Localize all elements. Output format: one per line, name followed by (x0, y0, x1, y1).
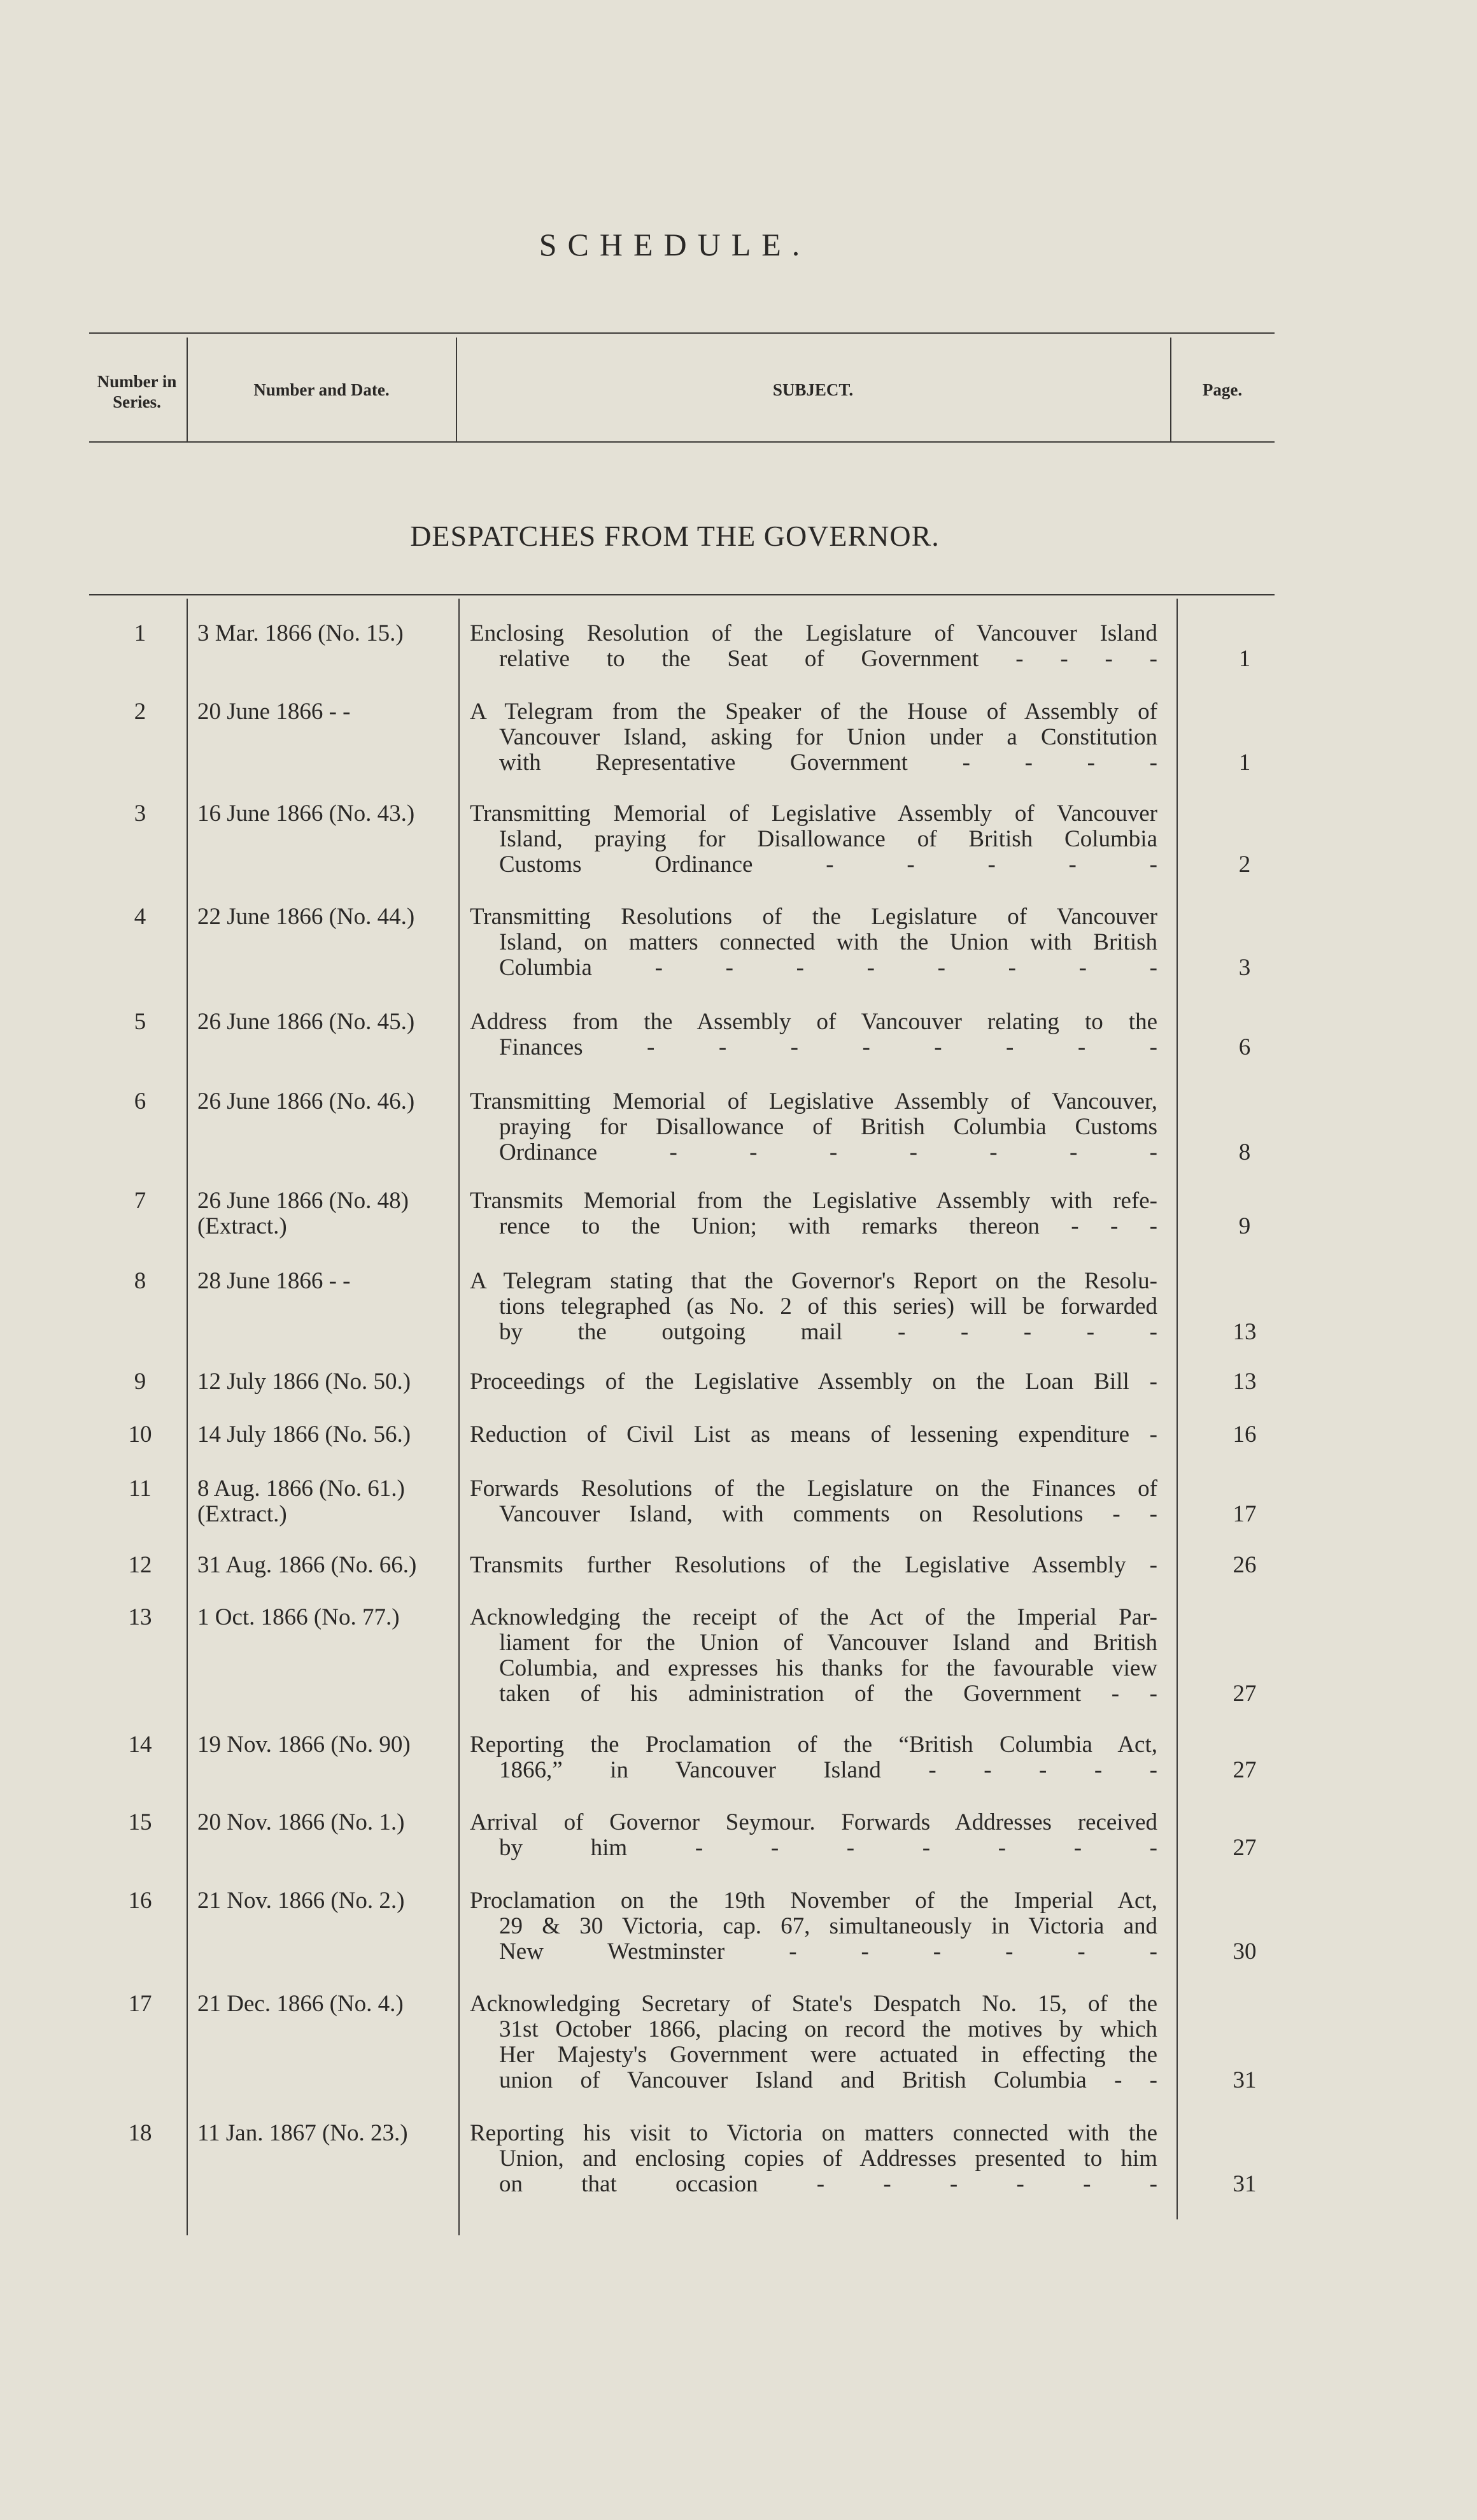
page-number: 27 (1233, 1835, 1257, 1861)
subject-line: Customs Ordinance - - - - - (499, 851, 1157, 878)
subject-line: Island, praying for Disallowance of British Columbia (499, 826, 1157, 852)
subject (470, 1553, 1157, 1578)
subject (470, 1269, 1157, 1345)
number-and-date: 22 June 1866 (No. 44.) (197, 904, 415, 930)
subject-line: Ordinance - - - - - - - (499, 1139, 1157, 1165)
number-and-date: 26 June 1866 (No. 46.) (197, 1088, 415, 1114)
subject (470, 1888, 1157, 1965)
number-and-date: 21 Nov. 1866 (No. 2.) (197, 1888, 405, 1914)
number-and-date: 20 Nov. 1866 (No. 1.) (197, 1809, 405, 1835)
subject (470, 1810, 1157, 1861)
number-and-date: 14 July 1866 (No. 56.) (197, 1421, 411, 1448)
number-and-date: 11 Jan. 1867 (No. 23.) (197, 2120, 408, 2146)
number-and-date: 8 Aug. 1866 (No. 61.) (Extract.) (197, 1476, 405, 1527)
subject-line: Transmitting Memorial of Legislative Assembly of Vancouver (470, 801, 1157, 827)
subject-line: praying for Disallowance of British Columbia Customs (499, 1114, 1157, 1140)
subject-line: taken of his administration of the Government - - (499, 1681, 1157, 1707)
series-number: 17 (128, 1991, 152, 2017)
page-number: 27 (1233, 1757, 1257, 1783)
page-number: 2 (1238, 851, 1251, 878)
page-number: 6 (1238, 1034, 1251, 1060)
subject (470, 699, 1157, 776)
subject-line: Vancouver Island, asking for Union under a Constitution (499, 724, 1157, 750)
subject-line: Columbia - - - - - - - - (499, 955, 1157, 981)
subject-line: Reporting the Proclamation of the “British Columbia Act, (470, 1732, 1157, 1758)
subject (470, 1188, 1157, 1239)
series-number: 15 (128, 1809, 152, 1835)
number-and-date: 31 Aug. 1866 (No. 66.) (197, 1552, 417, 1578)
subject (470, 1732, 1157, 1783)
subject-line: Address from the Assembly of Vancouver relating to the (470, 1009, 1157, 1035)
subject-line: Transmitting Resolutions of the Legislature of Vancouver (470, 904, 1157, 930)
number-and-date: 1 Oct. 1866 (No. 77.) (197, 1604, 400, 1630)
number-and-date: 20 June 1866 - - (197, 699, 351, 725)
number-and-date: 16 June 1866 (No. 43.) (197, 801, 415, 827)
subject-line: Reporting his visit to Victoria on matters connected with the (470, 2120, 1157, 2146)
subject-line: on that occasion - - - - - - (499, 2171, 1157, 2197)
header-bottom-rule (89, 441, 1275, 443)
subject-line: Island, on matters connected with the Union with British (499, 929, 1157, 955)
subject-line: liament for the Union of Vancouver Island and British (499, 1630, 1157, 1656)
page-number: 3 (1238, 955, 1251, 981)
subject (470, 1009, 1157, 1060)
series-number: 8 (134, 1268, 146, 1294)
subject-line: 29 & 30 Victoria, cap. 67, simultaneously in Victoria and (499, 1913, 1157, 1939)
body-top-rule (89, 594, 1275, 595)
subject-line: tions telegraphed (as No. 2 of this series) will be forwarded (499, 1293, 1157, 1320)
page-number: 31 (1233, 2171, 1257, 2197)
subject-line: 31st October 1866, placing on record the motives by which (499, 2016, 1157, 2042)
subject (470, 1422, 1157, 1448)
subject-line: Union, and enclosing copies of Addresses presented to him (499, 2146, 1157, 2172)
subject (470, 801, 1157, 878)
series-number: 4 (134, 904, 146, 930)
subject (470, 1991, 1157, 2093)
page-number: 27 (1233, 1681, 1257, 1707)
subject-line: relative to the Seat of Government - - - - (499, 646, 1157, 672)
page-number: 31 (1233, 2067, 1257, 2093)
page-number: 13 (1233, 1319, 1257, 1345)
number-and-date: 26 June 1866 (No. 45.) (197, 1009, 415, 1035)
subject-line: Acknowledging the receipt of the Act of the Imperial Par- (470, 1604, 1157, 1630)
subject-line: Transmits Memorial from the Legislative Assembly with refe- (470, 1188, 1157, 1214)
subject-line: 1866,” in Vancouver Island - - - - - (499, 1757, 1157, 1783)
series-number: 12 (128, 1552, 152, 1578)
page-number: 1 (1238, 750, 1251, 776)
section-title: DESPATCHES FROM THE GOVERNOR. (410, 520, 940, 552)
subject-line: Finances - - - - - - - - (499, 1034, 1157, 1060)
header-number-in-series: Number in Series. (97, 372, 177, 411)
body-divider-subject (458, 599, 460, 2235)
header-divider-1 (187, 338, 188, 441)
subject-line: Vancouver Island, with comments on Resolutions - - (499, 1501, 1157, 1527)
subject-line: Arrival of Governor Seymour. Forwards Addresses received (470, 1809, 1157, 1835)
subject (470, 1369, 1157, 1395)
series-number: 5 (134, 1009, 146, 1035)
subject-line: Transmitting Memorial of Legislative Assembly of Vancouver, (470, 1088, 1157, 1114)
series-number: 1 (134, 620, 146, 646)
page-number: 17 (1233, 1501, 1257, 1527)
subject-line: union of Vancouver Island and British Columbia - - (499, 2067, 1157, 2093)
subject-line: rence to the Union; with remarks thereon - - - (499, 1213, 1157, 1239)
subject (470, 1476, 1157, 1527)
subject-line: Proclamation on the 19th November of the Imperial Act, (470, 1888, 1157, 1914)
subject (470, 904, 1157, 981)
series-number: 13 (128, 1604, 152, 1630)
subject (470, 621, 1157, 672)
number-and-date: 26 June 1866 (No. 48) (Extract.) (197, 1188, 409, 1239)
header-page: Page. (1202, 380, 1243, 399)
subject-line: by him - - - - - - - (499, 1835, 1157, 1861)
subject-line: New Westminster - - - - - - (499, 1939, 1157, 1965)
number-and-date: 3 Mar. 1866 (No. 15.) (197, 620, 404, 646)
page-number: 16 (1233, 1421, 1257, 1448)
page-number: 30 (1233, 1939, 1257, 1965)
body-divider-date (187, 599, 188, 2235)
page-number: 26 (1233, 1552, 1257, 1578)
subject (470, 2121, 1157, 2197)
subject-line: by the outgoing mail - - - - - (499, 1319, 1157, 1345)
number-and-date: 12 July 1866 (No. 50.) (197, 1369, 411, 1395)
series-number: 9 (134, 1369, 146, 1395)
series-number: 6 (134, 1088, 146, 1114)
number-and-date: 19 Nov. 1866 (No. 90) (197, 1732, 411, 1758)
subject-line: Proceedings of the Legislative Assembly on the Loan Bill - (470, 1369, 1157, 1395)
subject-line: with Representative Government - - - - (499, 750, 1157, 776)
series-number: 2 (134, 699, 146, 725)
series-number: 16 (128, 1888, 152, 1914)
header-top-rule (89, 332, 1275, 334)
subject-line: Acknowledging Secretary of State's Despatch No. 15, of the (470, 1991, 1157, 2017)
series-number: 10 (128, 1421, 152, 1448)
page-number: 13 (1233, 1369, 1257, 1395)
page-number: 1 (1238, 646, 1251, 672)
series-number: 11 (129, 1476, 152, 1502)
subject (470, 1089, 1157, 1165)
subject (470, 1605, 1157, 1707)
subject-line: Forwards Resolutions of the Legislature on the Finances of (470, 1476, 1157, 1502)
number-and-date: 21 Dec. 1866 (No. 4.) (197, 1991, 404, 2017)
series-number: 7 (134, 1188, 146, 1214)
series-number: 14 (128, 1732, 152, 1758)
body-divider-page (1177, 599, 1178, 2219)
subject-line: Enclosing Resolution of the Legislature of Vancouver Island (470, 620, 1157, 646)
schedule-title: SCHEDULE. (539, 227, 811, 262)
subject-line: Reduction of Civil List as means of lessening expenditure - (470, 1421, 1157, 1448)
subject-line: A Telegram stating that the Governor's Report on the Resolu- (470, 1268, 1157, 1294)
page-number: 9 (1238, 1213, 1251, 1239)
subject-line: Transmits further Resolutions of the Legislative Assembly - (470, 1552, 1157, 1578)
series-number: 18 (128, 2120, 152, 2146)
subject-line: Her Majesty's Government were actuated in effecting the (499, 2042, 1157, 2068)
header-subject: SUBJECT. (772, 380, 854, 399)
subject-line: A Telegram from the Speaker of the House of Assembly of (470, 699, 1157, 725)
number-and-date: 28 June 1866 - - (197, 1268, 351, 1294)
page-number: 8 (1238, 1139, 1251, 1165)
series-number: 3 (134, 801, 146, 827)
subject-line: Columbia, and expresses his thanks for the favourable view (499, 1655, 1157, 1681)
header-number-and-date: Number and Date. (253, 380, 390, 399)
